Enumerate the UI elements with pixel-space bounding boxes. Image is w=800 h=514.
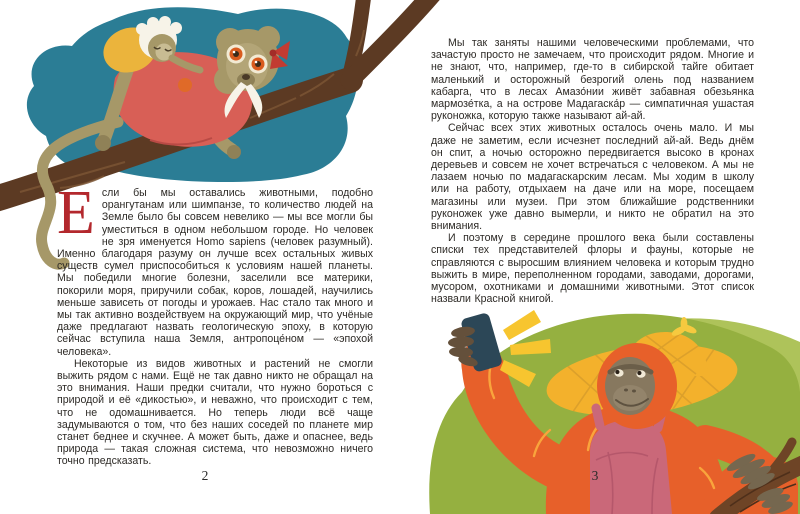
mother-left-eye (227, 45, 246, 64)
page-number-right: 3 (591, 468, 599, 483)
left-text-block (57, 179, 373, 468)
paragraph-text: сли бы мы оставались животными, подобно орангутанам или шимпанзе, то количество людей на Земле было бы совсем невелико — мы все могли бы уместиться в одном небольшом городе. Но человек не зря именуется Homo sapiens (человек разумный). Именно благодаря разуму он лучше всех остальных живых существ сумел приспособиться к условиям нашей планеты. Мы победили многие болезни, заселили все материки, покорили моря, приручили собак, коров, лошадей, научились меньше зависеть от погоды и урожаев. Нас стало так много и мы так активно воздействуем на окружающий мир, что учёные даже предлагают назвать геологическую эпоху, в которую сейчас вступила наша Земля, антропоце́ном — «эпохой человека». (57, 187, 373, 358)
head (597, 343, 677, 429)
paragraph: Некоторые из видов животных и растений не смогли выжить рядом с нами. Ещё не так давно никто не обращал на это внимания. Наши предки считали, что нужно бороться с природой и её «дикостью», и неважно, что происходит с тем, что не одомашнивается. Но теперь люди всё чаще задумываются о том, что без наших соседей по планете мир станет беднее и скучнее. А может быть, даже и опаснее, ведь природа — такая сложная система, что невозможно ничего точно предсказать. (57, 357, 373, 468)
paragraph: Мы так заняты нашими человеческими проблемами, что зачастую просто не замечаем, что происходит рядом. Многие и не знают, что, например, где-то в сибирской тайге обитает маленький и осторожный безрогий олень под названием кабарга, что в лесах Амазо́нии живёт забавная обезьянка мармозе́тка, а на острове Мадагаска́р — симпатичная ушастая руконожка, которую также называют ай-ай. (431, 37, 754, 123)
paragraph: Сейчас всех этих животных осталось очень мало. И мы даже не заметим, если исчезнет последний ай-ай. Ведь днём он спит, а ночью осторожно передвигается высоко в кронах деревьев и совсем не хочет встречаться с человеком. А мы не лазаем ночью по мадагаскарским лесам. Мы ходим в школу или на работу, отдыхаем на даче или на море, посещаем магазины или музеи. При этом ближайшие родственники руконожек уже давно вымерли, и никто не обратил на это внимания. (431, 122, 754, 233)
drop-cap: Е (57, 179, 95, 247)
baby-toy (178, 78, 192, 92)
mother-right-eye (249, 55, 268, 74)
paragraph: И поэтому в середине прошлого века были составлены списки тех представителей флоры и фауны, которые не справляются с выросшим влиянием человека и которым трудно выжить в мире, переполненном городами, заводами, дорогами, мусором, охотниками и домашними животными. Этот список назвали Красной книгой. (431, 232, 754, 306)
right-text-block (431, 37, 754, 305)
page-number-left: 2 (201, 468, 209, 483)
paragraph-with-dropcap (57, 179, 373, 358)
